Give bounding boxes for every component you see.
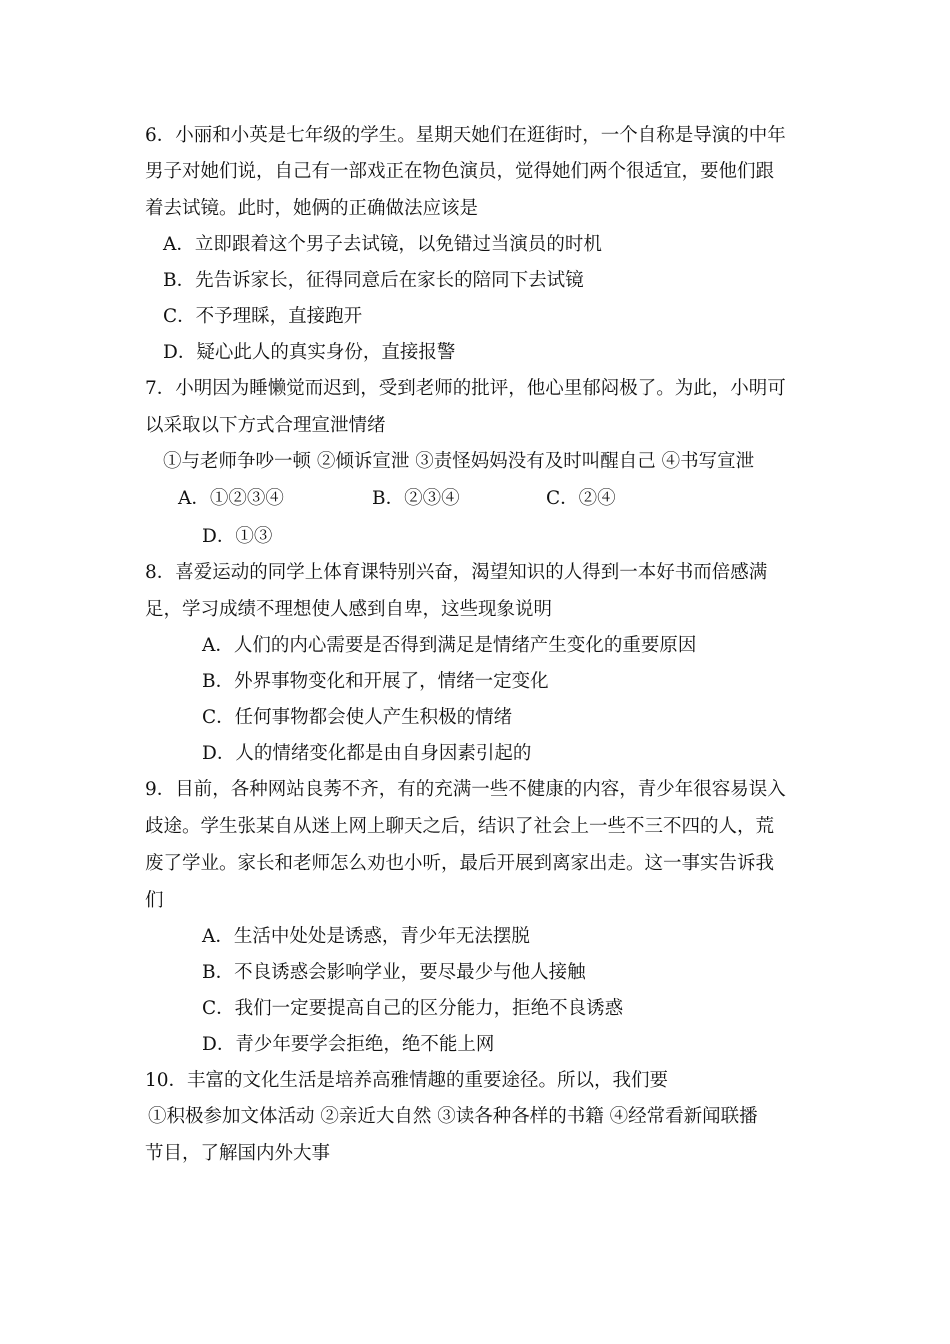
q7-option-c: C．②④ [546,488,616,509]
q6-option-b: B．先告诉家长，征得同意后在家长的陪同下去试镜 [163,270,584,291]
q6-option-c: C．不予理睬，直接跑开 [163,306,363,327]
q9-option-c: C．我们一定要提高自己的区分能力，拒绝不良诱惑 [202,998,624,1019]
q8-stem-line-1: 8．喜爱运动的同学上体育课特别兴奋，渴望知识的人得到一本好书而倍感满 [145,562,768,583]
q7-items: ①与老师争吵一顿 ②倾诉宣泄 ③责怪妈妈没有及时叫醒自己 ④书写宣泄 [163,451,755,472]
q10-items-line-2: 节目，了解国内外大事 [145,1143,331,1164]
q7-stem-line-1: 7．小明因为睡懒觉而迟到，受到老师的批评，他心里郁闷极了。为此，小明可 [145,378,786,399]
q9-option-a: A．生活中处处是诱惑，青少年无法摆脱 [202,926,530,947]
q9-stem-line-4: 们 [145,890,164,911]
q8-option-a: A．人们的内心需要是否得到满足是情绪产生变化的重要原因 [202,635,697,656]
q7-option-b: B．②③④ [372,488,460,509]
q8-option-c: C．任何事物都会使人产生积极的情绪 [202,707,513,728]
q7-option-a: A．①②③④ [178,488,284,509]
q6-stem-line-2: 男子对她们说，自己有一部戏正在物色演员，觉得她们两个很适宜，要他们跟 [145,161,775,182]
q10-stem-line-1: 10．丰富的文化生活是培养高雅情趣的重要途径。所以，我们要 [145,1070,669,1091]
q6-stem-line-3: 着去试镜。此时，她俩的正确做法应该是 [145,198,479,219]
q8-option-b: B．外界事物变化和开展了，情绪一定变化 [202,671,549,692]
q8-stem-line-2: 足，学习成绩不理想使人感到自卑，这些现象说明 [145,599,553,620]
q9-stem-line-3: 废了学业。家长和老师怎么劝也小听，最后开展到离家出走。这一事实告诉我 [145,853,775,874]
q9-option-b: B．不良诱惑会影响学业，要尽最少与他人接触 [202,962,586,983]
q9-stem-line-2: 歧途。学生张某自从迷上网上聊天之后，结识了社会上一些不三不四的人，荒 [145,816,775,837]
q6-option-a: A．立即跟着这个男子去试镜，以免错过当演员的时机 [163,234,602,255]
q9-option-d: D．青少年要学会拒绝，绝不能上网 [202,1034,495,1055]
q8-option-d: D．人的情绪变化都是由自身因素引起的 [202,743,532,764]
q10-items-line-1: ①积极参加文体活动 ②亲近大自然 ③读各种各样的书籍 ④经常看新闻联播 [148,1106,758,1127]
q6-stem-line-1: 6．小丽和小英是七年级的学生。星期天她们在逛街时，一个自称是导演的中年 [145,125,786,146]
q6-option-d: D．疑心此人的真实身份，直接报警 [163,342,456,363]
q7-stem-line-2: 以采取以下方式合理宣泄情绪 [145,415,386,436]
q7-option-d: D．①③ [202,526,273,547]
q9-stem-line-1: 9．目前，各种网站良莠不齐，有的充满一些不健康的内容，青少年很容易误入 [145,779,786,800]
